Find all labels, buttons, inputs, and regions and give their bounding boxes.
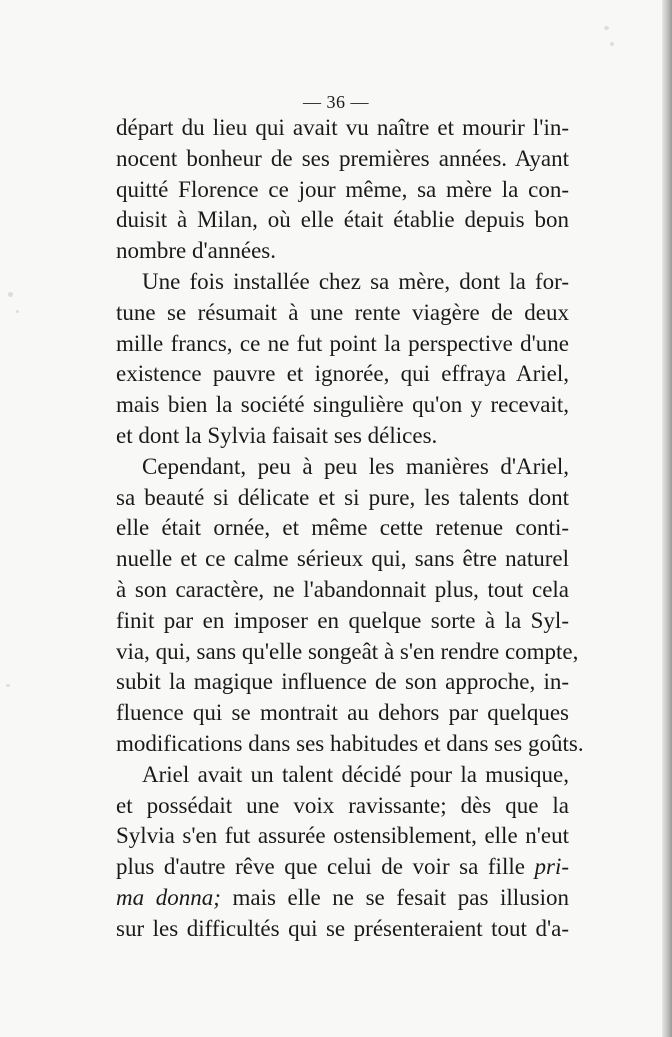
- text-italic: pri-: [534, 854, 569, 880]
- text-line: mais bien la société singulière qu'on y recevait,: [116, 392, 569, 418]
- text-line: nuelle et ce calme sérieux qui, sans être naturel: [116, 546, 569, 572]
- text-line: mille francs, ce ne fut point la perspective d'une: [116, 330, 569, 356]
- text-line: tune se résumait à une rente viagère de deux: [116, 299, 569, 325]
- text-roman: mais elle ne se fesait pas illusion: [220, 884, 569, 910]
- text-line: sur les difficultés qui se présenteraient tout d'a-: [116, 915, 569, 941]
- text-line: sa beauté si délicate et si pure, les talents dont: [116, 484, 569, 510]
- text-line: et possédait une voix ravissante; dès que la: [116, 792, 569, 818]
- text-line: nocent bonheur de ses premières années. Ayant: [116, 145, 569, 171]
- text-line: et dont la Sylvia faisait ses délices.: [116, 422, 438, 448]
- paper-speckle: [8, 292, 13, 297]
- text-line-mixed: [116, 883, 569, 914]
- text-line: duisit à Milan, où elle était établie depuis bon: [116, 207, 569, 233]
- text-line: à son caractère, ne l'abandonnait plus, tout cela: [116, 576, 569, 602]
- text-line: départ du lieu qui avait vu naître et mourir l'in-: [116, 115, 569, 140]
- text-line: existence pauvre et ignorée, qui effraya Ariel,: [116, 361, 569, 387]
- text-line: Sylvia s'en fut assurée ostensiblement, elle n'eut: [116, 823, 569, 849]
- page-edge-shadow: [662, 0, 672, 1037]
- text-line: Cependant, peu à peu les manières d'Ariel,: [142, 453, 569, 479]
- page-number: — 36 —: [303, 92, 369, 112]
- paper-speckle: [16, 310, 19, 313]
- paper-speckle: [6, 684, 10, 687]
- paper-speckle: [604, 26, 609, 30]
- text-italic: ma donna;: [116, 884, 221, 910]
- paper-speckle: [610, 42, 614, 46]
- text-line: Une fois installée chez sa mère, dont la for-: [142, 268, 569, 294]
- text-line: fluence qui se montrait au dehors par quelques: [116, 700, 569, 726]
- text-line: finit par en imposer en quelque sorte à la Syl-: [116, 607, 569, 633]
- text-line: modifications dans ses habitudes et dans ses goûts.: [116, 730, 584, 756]
- text-line: quitté Florence ce jour même, sa mère la con-: [116, 176, 569, 202]
- text-line: Ariel avait un talent décidé pour la musique,: [142, 761, 569, 787]
- text-roman: plus d'autre rêve que celui de voir sa fille: [116, 854, 535, 880]
- text-line: subit la magique influence de son approche, in-: [116, 669, 569, 695]
- text-line: nombre d'années.: [116, 238, 276, 264]
- body-text: [116, 113, 584, 945]
- text-line-mixed: [116, 852, 569, 883]
- text-line: elle était ornée, et même cette retenue conti-: [116, 515, 569, 541]
- text-line: via, qui, sans qu'elle songeât à s'en rendre compte,: [116, 638, 579, 664]
